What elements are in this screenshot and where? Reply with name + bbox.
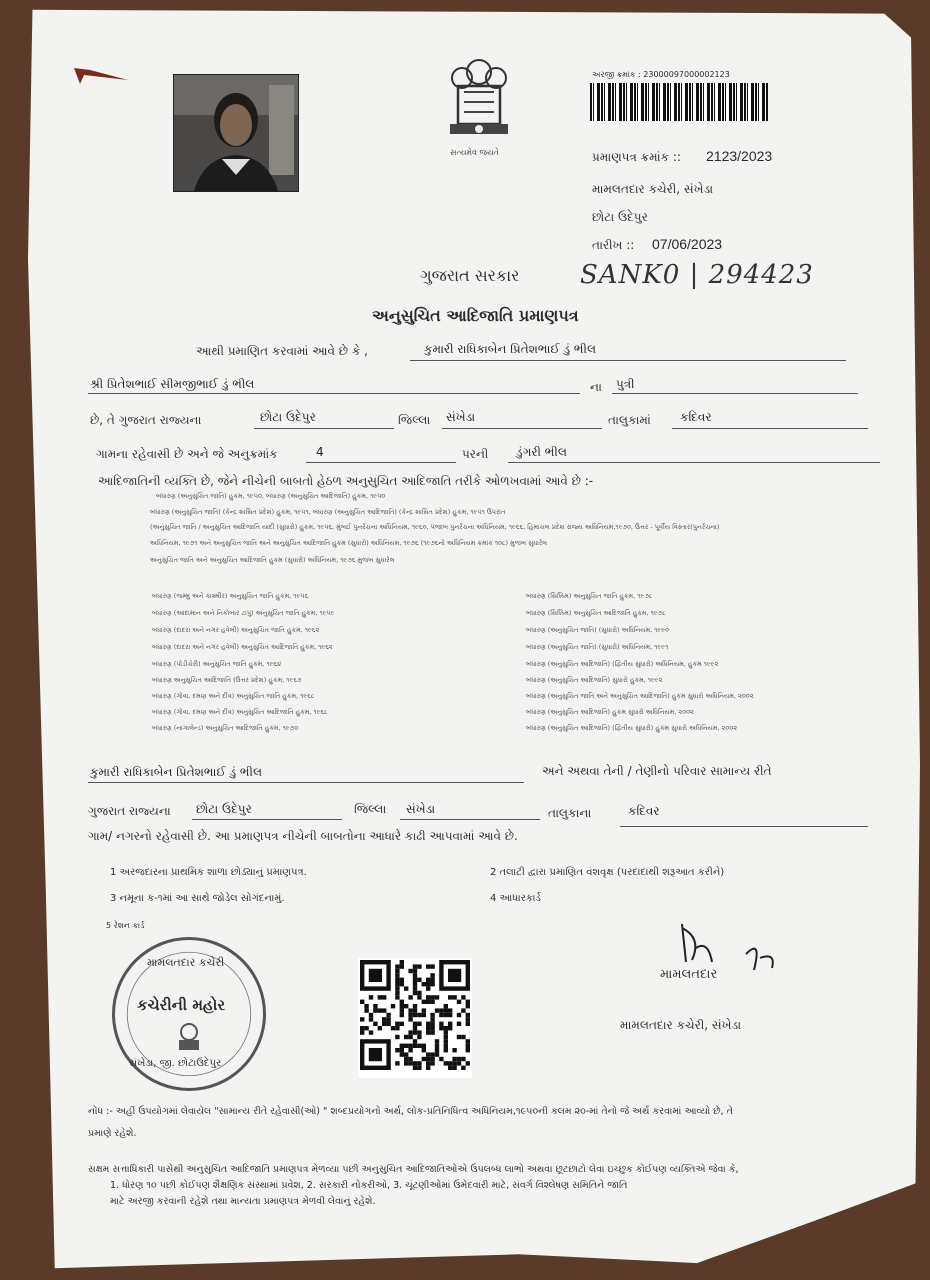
relation-label: ના xyxy=(590,380,602,394)
certificate-title: અનુસુચિત આદિજાતિ પ્રમાણપત્ર xyxy=(372,306,579,325)
resident-text: ગામના રહેવાસી છે અને જે અનુક્રમાંક xyxy=(96,447,278,461)
certify-prefix: આથી પ્રમાણિત કરવામાં આવે છે કે , xyxy=(196,344,368,358)
order-right-item: બંધારણ (અનુસુચિત આદિજાતિ) (દ્વિતીય સુધારો) અધિનિયમ, હુકમ ૧૯૯૨ xyxy=(526,660,719,668)
basis-text: ગામ/ નગરનો રહેવાસી છે. આ પ્રમાણપત્ર નીચેની બાબતોના આધારે કાઢી આપવામાં આવે છે. xyxy=(88,829,518,843)
taluka-value: સંખેડા xyxy=(446,410,476,424)
order-right-item: બંધારણ (સિક્કિમ) અનુસુચિત જાતિ હુકમ, ૧૯૭૮ xyxy=(526,592,653,600)
signature-office: મામલતદાર કચેરી, સંખેડા xyxy=(620,1018,742,1032)
order-right-item: બંધારણ (અનુસુચિત જાતિ) (સુધારો) અધિનિયમ, ૧૯૯૧ xyxy=(526,643,669,651)
taluka-label: તાલુકામાં xyxy=(608,413,651,427)
underline xyxy=(442,428,602,429)
office-line-2: છોટા ઉદેપુર xyxy=(592,210,648,224)
underline xyxy=(620,826,868,827)
underline xyxy=(192,819,342,820)
ashoka-emblem-icon xyxy=(442,52,516,162)
section2-taluka-label: તાલુકાના xyxy=(548,806,592,820)
order-intro-line: બંધારણ (અનુસુચિત જાતિ) હુકમ, ૧૯૫૦, બંધારણ (અનુસુચિત આદિજાતિ) હુકમ, ૧૯૫૦ xyxy=(156,492,386,500)
emblem-caption: સત્યમેવ જયતે xyxy=(450,148,499,157)
order-intro-line: અધિનિયમ, ૧૯૭૧ અને અનુસુચિત જાતિ અને અનુસુચિત આદિજાતિ હુકમ (સુધારો) અધિનિયમ, ૧૯૭૬ (૧૯૭૬નો અધિનિયમ ક્રમાંક ૧૦૮) મુજબ સુધારેલ xyxy=(150,539,548,547)
document-item: 1 અરજદારના પ્રાથમિક શાળા છોડ્યાનું પ્રમાણપત્ર. xyxy=(110,867,307,878)
cert-no-label: પ્રમાણપત્ર ક્રમાંક :: xyxy=(592,150,681,164)
signature-scribble xyxy=(652,918,792,998)
district-label: જિલ્લા xyxy=(398,413,431,427)
section2-state-prefix: ગુજરાત રાજ્યના xyxy=(88,804,171,818)
order-left-item: બંધારણ (નાગાલેન્ડ) અનુસુચિત આદિજાતિ હુકમ, ૧૯૭૦ xyxy=(152,724,299,732)
note-1: નોંધ :- અહીં ઉપયોગમાં લેવાયેલ "સામાન્ય રીતે રહેવાસી(ઓ) " શબ્દપ્રયોગનો અર્થ, લોક-પ્રતિનિધિત્વ અધિનિયમ,૧૯૫૦ની કલમ ૨૦-માં તેનો જે અર્થ કરવામાં આવ્યો છે, તે xyxy=(88,1106,733,1117)
section2-district: છોટા ઉદેપુર xyxy=(196,802,252,816)
document-item: 2 તલાટી દ્વારા પ્રમાણિત વંશવૃક્ષ (પરદાદાથી શરૂઆત કરીને) xyxy=(490,867,725,878)
order-intro-line: (અનુસુચિત જાતિ / અનુસુચિત આદિજાતિ યાદી (સુધારો) હુકમ, ૧૯૫૬, મુંબઈ પુનર્રચના અધિનિયમ, ૧૯૬૦, પંજાબ પુનર્રચના અધિનિયમ, ૧૯૬૬, હિમાચલ પ્રદેશ રાજ્ય અધિનિયમ,૧૯૭૦, ઉત્તર - પૂર્વીય વિસ્તાર(પુનર્રચના) xyxy=(150,523,720,531)
office-line-1: મામલતદાર કચેરી, સંખેડા xyxy=(592,182,714,196)
family-text: અને અથવા તેની / તેણીનો પરિવાર સામાન્ય રીતે xyxy=(542,764,772,778)
torn-paper-mark xyxy=(70,66,130,86)
order-intro-line: અનુસુચિત જાતિ અને અનુસુચિત આદિજાતિ હુકમ (સુધારો) અધિનિયમ, ૧૯૭૬ મુજબ સુધારેલ xyxy=(150,556,395,564)
par-label: પરની xyxy=(462,447,489,461)
order-left-item: બંધારણ (ગોવા, દમણ અને દીવ) અનુસુચિત જાતિ હુકમ, ૧૯૬૮ xyxy=(152,692,315,700)
handwritten-number: SANK0 | 294423 xyxy=(580,260,814,290)
underline xyxy=(306,462,456,463)
document-item: 3 નમૂના ક-૧માં આ સાથે જોડેલ સોગંદનામું. xyxy=(110,893,285,904)
underline xyxy=(672,428,868,429)
village-value: કદિવર xyxy=(680,410,712,424)
order-left-item: બંધારણ (પોંડીચેરી) અનુસુચિત જાતિ હુકમ, ૧૯૬૪ xyxy=(152,660,282,668)
candidate-name: કુમારી રાધિકાબેન પ્રિતેશભાઈ ડું ભીલ xyxy=(424,342,597,356)
seal-center-text: કચેરીની મહોર xyxy=(137,996,226,1014)
document-item: 4 આધારકાર્ડ xyxy=(490,893,541,904)
order-left-item: બંધારણ (જમ્મુ અને કાશ્મીર) અનુસુચિત જાતિ હુકમ, ૧૯૫૬ xyxy=(152,592,309,600)
district-value: છોટા ઉદેપુર xyxy=(260,410,316,424)
date-label: તારીખ :: xyxy=(592,238,635,252)
order-right-item: બંધારણ (સિક્કિમ) અનુસુચિત આદિજાતિ હુકમ, ૧૯૭૮ xyxy=(526,609,666,617)
order-right-item: બંધારણ (અનુસુચિત આદિજાતિ) હુકમ સુધારો અધિનિયમ, ૨૦૦૨ xyxy=(526,708,694,716)
office-seal xyxy=(112,937,266,1091)
cert-no: 2123/2023 xyxy=(706,148,773,164)
seal-top-text: મામલતદાર કચેરી xyxy=(147,956,225,969)
recognition-text: આદિજાતિની વ્યક્તિ છે, જેને નીચેની બાબતો હેઠળ અનુસુચિત આદિજાતિ તરીકે ઓળખવામાં આવે છે :- xyxy=(98,474,594,488)
underline xyxy=(88,782,524,783)
underline xyxy=(410,360,846,361)
signature-title: મામલતદાર xyxy=(660,967,718,982)
father-name: શ્રી પ્રિતેશભાઈ સીમજીભાઈ ડું ભીલ xyxy=(90,377,255,391)
order-left-item: બંધારણ (આંદામાન અને નિકોબાર ટાપુ) અનુસુચિત જાતિ હુકમ, ૧૯૫૯ xyxy=(152,609,335,617)
section2-taluka: સંખેડા xyxy=(406,802,436,816)
order-intro-line: બંધારણ (અનુસુચિત જાતિ) (કેન્દ્ર શાસિત પ્રદેશ) હુકમ, ૧૯૫૧, બંધારણ (અનુસુચિત આદિજાતિ) (કેન્દ્ર શાસિત પ્રદેશ) હુકમ, ૧૯૫૧ ઉપરાંત xyxy=(150,508,506,516)
applicant-photo xyxy=(173,74,299,192)
order-right-item: બંધારણ (અનુસુચિત જાતિ) (સુધારો) અધિનિયમ, ૧૯૯૦ xyxy=(526,626,670,634)
application-serial: અરજી ક્રમાંક : 23000097000002123 xyxy=(592,70,730,79)
note-3: 1. ધોરણ ૧૦ પછી કોઈપણ શૈક્ષણિક સંસ્થામાં પ્રવેશ, 2. સરકારી નોકરીઓ, 3. ચૂંટણીઓમાં ઉમેદવારી માટે, સંવર્ગ વિશ્લેષણ સમિતિને જાતિ xyxy=(110,1180,628,1191)
underline xyxy=(508,462,880,463)
relation: પુત્રી xyxy=(616,377,635,391)
seal-emblem-icon xyxy=(171,1020,207,1054)
underline xyxy=(612,393,858,394)
order-right-item: બંધારણ (અનુસુચિત આદિજાતિ) (દ્વિતીય સુધારો) હુકમ સુધારો અધિનિયમ, ૨૦૦૨ xyxy=(526,724,738,732)
note-4: માટે અરજી કરવાની રહેશે તથા માન્યતા પ્રમાણપત્ર મેળવી લેવાનું રહેશે. xyxy=(110,1196,376,1207)
underline xyxy=(254,428,394,429)
barcode xyxy=(590,83,768,121)
section2-village: કદિવર xyxy=(628,804,660,818)
seal-bottom-text: સંખેડા, જી. છોટાઉદેપુર xyxy=(129,1058,222,1069)
order-right-item: બંધારણ (અનુસુચિત આદિજાતિ) સુધારો હુકમ, ૧૯૯૨ xyxy=(526,676,663,684)
order-left-item: બંધારણ (ગોવા, દમણ અને દીવ) અનુસુચિત આદિજાતિ હુકમ, ૧૯૬૮ xyxy=(152,708,328,716)
order-left-item: બંધારણ (દાદરા અને નગર હવેલી) અનુસુચિત જાતિ હુકમ, ૧૯૬૨ xyxy=(152,626,320,634)
note-1b: પ્રમાણે રહેશે. xyxy=(88,1128,137,1139)
order-left-item: બંધારણ અનુસુચિત આદિજાતિ (ઉત્તર પ્રદેશ) હુકમ, ૧૯૬૭ xyxy=(152,676,302,684)
section2-district-label: જિલ્લા xyxy=(354,802,387,816)
note-2: સક્ષમ સત્તાધિકારી પાસેથી અનુસુચિત આદિજાતિ પ્રમાણપત્ર મેળવ્યા પછી અનુસુચિત આદિજાતિઓએ ઉપલબ્ધ લાભો અથવા છૂટછાટો લેવા ઇચ્છુક કોઈપણ વ્યક્તિએ જેવા કે, xyxy=(88,1164,739,1175)
tribe-value: ડુંગરી ભીલ xyxy=(516,445,567,459)
order-right-item: બંધારણ (અનુસુચિત જાતિ અને અનુસુચિત આદિજાતિ) હુકમ સુધારો અધિનિયમ, ૨૦૦૨ xyxy=(526,692,754,700)
gov-title: ગુજરાત સરકાર xyxy=(420,266,520,285)
issue-date: 07/06/2023 xyxy=(652,236,723,252)
qr-code xyxy=(358,958,472,1078)
document-item: 5 રેશન કાર્ડ xyxy=(106,921,145,930)
underline xyxy=(400,819,540,820)
person-photo-icon xyxy=(174,75,298,191)
serial-value: 4 xyxy=(316,445,324,459)
section2-name: કુમારી રાધિકાબેન પ્રિતેશભાઈ ડું ભીલ xyxy=(90,765,263,779)
state-prefix: છે, તે ગુજરાત રાજ્યના xyxy=(90,413,202,427)
order-left-item: બંધારણ (દાદરા અને નગર હવેલી) અનુસુચિત આદિજાતિ હુકમ, ૧૯૬૨ xyxy=(152,643,333,651)
underline xyxy=(88,393,580,394)
